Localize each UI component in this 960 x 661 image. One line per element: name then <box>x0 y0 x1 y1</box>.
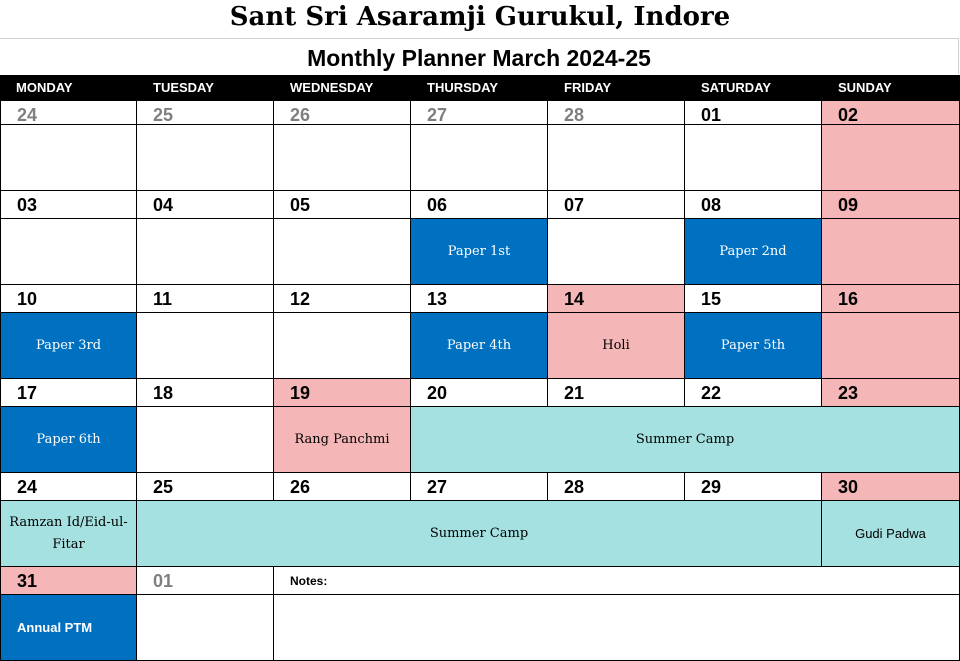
date-cell: 01 <box>137 567 274 595</box>
date-cell: 24 <box>0 101 137 125</box>
day-body <box>548 219 685 285</box>
date-cell: 03 <box>0 191 137 219</box>
event-paper-3rd: Paper 3rd <box>0 313 137 379</box>
date-cell-holiday: 14 <box>548 285 685 313</box>
date-cell: 05 <box>274 191 411 219</box>
date-cell-holiday: 02 <box>822 101 960 125</box>
notes-label: Notes: <box>274 567 960 595</box>
date-cell-holiday: 31 <box>0 567 137 595</box>
notes-area[interactable] <box>274 595 960 661</box>
day-header-friday: FRIDAY <box>548 75 685 101</box>
date-cell: 12 <box>274 285 411 313</box>
date-cell: 13 <box>411 285 548 313</box>
day-body <box>137 595 274 661</box>
date-cell-holiday: 19 <box>274 379 411 407</box>
day-body <box>137 219 274 285</box>
day-body-holiday <box>822 313 960 379</box>
date-cell: 21 <box>548 379 685 407</box>
date-cell: 07 <box>548 191 685 219</box>
page-title: Sant Sri Asaramji Gurukul, Indore <box>229 2 731 32</box>
date-cell: 04 <box>137 191 274 219</box>
day-body <box>0 125 137 191</box>
date-cell: 15 <box>685 285 822 313</box>
day-body-holiday <box>822 219 960 285</box>
date-cell: 08 <box>685 191 822 219</box>
date-cell: 24 <box>0 473 137 501</box>
event-ramzan-id: Ramzan Id/Eid-ul-Fitar <box>0 501 137 567</box>
date-cell: 29 <box>685 473 822 501</box>
day-body <box>274 125 411 191</box>
date-cell: 27 <box>411 101 548 125</box>
date-cell: 20 <box>411 379 548 407</box>
date-cell: 17 <box>0 379 137 407</box>
date-cell: 06 <box>411 191 548 219</box>
event-paper-6th: Paper 6th <box>0 407 137 473</box>
date-cell: 25 <box>137 473 274 501</box>
day-body <box>548 125 685 191</box>
date-cell-holiday: 30 <box>822 473 960 501</box>
day-header-sunday: SUNDAY <box>822 75 960 101</box>
planner-subtitle: Monthly Planner March 2024-25 <box>0 38 959 74</box>
event-summer-camp: Summer Camp <box>137 501 822 567</box>
event-holi: Holi <box>548 313 685 379</box>
date-cell: 28 <box>548 473 685 501</box>
event-rang-panchmi: Rang Panchmi <box>274 407 411 473</box>
date-cell: 18 <box>137 379 274 407</box>
event-paper-1st: Paper 1st <box>411 219 548 285</box>
date-cell: 22 <box>685 379 822 407</box>
day-header-monday: MONDAY <box>0 75 137 101</box>
event-summer-camp: Summer Camp <box>411 407 960 473</box>
date-cell-holiday: 16 <box>822 285 960 313</box>
day-body <box>137 407 274 473</box>
date-cell: 01 <box>685 101 822 125</box>
date-cell-holiday: 09 <box>822 191 960 219</box>
date-cell: 27 <box>411 473 548 501</box>
event-paper-2nd: Paper 2nd <box>685 219 822 285</box>
event-paper-5th: Paper 5th <box>685 313 822 379</box>
date-cell: 26 <box>274 101 411 125</box>
date-cell: 25 <box>137 101 274 125</box>
day-body <box>274 313 411 379</box>
date-cell: 28 <box>548 101 685 125</box>
day-header-thursday: THURSDAY <box>411 75 548 101</box>
day-body <box>685 125 822 191</box>
date-cell: 10 <box>0 285 137 313</box>
day-header-saturday: SATURDAY <box>685 75 822 101</box>
day-body-holiday <box>822 125 960 191</box>
day-header-wednesday: WEDNESDAY <box>274 75 411 101</box>
day-header-tuesday: TUESDAY <box>137 75 274 101</box>
day-body <box>274 219 411 285</box>
event-gudi-padwa: Gudi Padwa <box>822 501 960 567</box>
day-body <box>137 313 274 379</box>
day-body <box>0 219 137 285</box>
day-body <box>411 125 548 191</box>
event-annual-ptm: Annual PTM <box>0 595 137 661</box>
date-cell-holiday: 23 <box>822 379 960 407</box>
day-body <box>137 125 274 191</box>
event-paper-4th: Paper 4th <box>411 313 548 379</box>
date-cell: 26 <box>274 473 411 501</box>
date-cell: 11 <box>137 285 274 313</box>
